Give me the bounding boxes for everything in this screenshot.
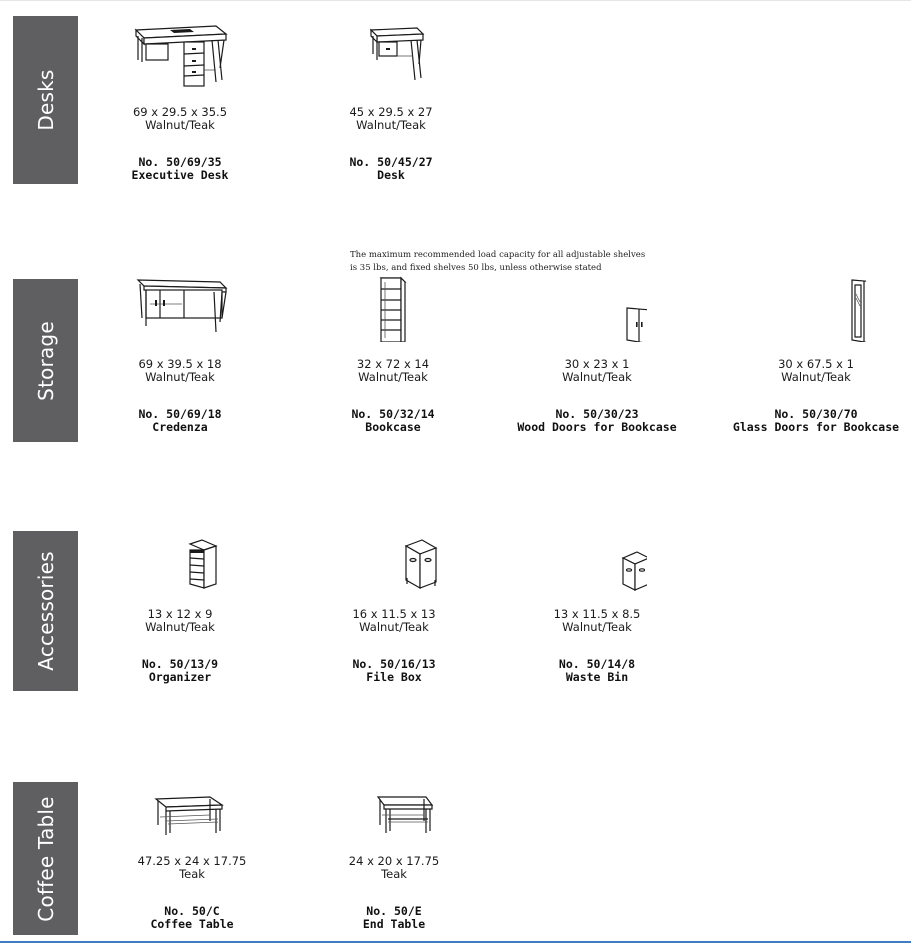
glass-doors-icon xyxy=(766,272,866,342)
executive-desk-dimensions: 69 x 29.5 x 35.5 xyxy=(132,105,228,119)
coffee-table-name: Coffee Table xyxy=(150,917,234,931)
coffee-table-finish: Teak xyxy=(179,867,205,881)
bookcase-finish: Walnut/Teak xyxy=(358,370,428,384)
waste-bin-icon xyxy=(547,522,647,592)
credenza-dimensions: 69 x 39.5 x 18 xyxy=(138,357,222,371)
desk-finish: Walnut/Teak xyxy=(356,118,426,132)
organizer-code: No. 50/13/9 xyxy=(141,657,219,671)
wood-doors-code: No. 50/30/23 xyxy=(555,407,639,421)
wood-doors-dimensions: 30 x 23 x 1 xyxy=(564,357,630,371)
storage-note-line-2: is 35 lbs, and fixed shelves 50 lbs, unless otherwise stated xyxy=(350,263,602,273)
file-box-icon xyxy=(344,522,444,592)
product-wood-doors xyxy=(497,272,697,434)
section-bar-accessories xyxy=(13,531,78,691)
wood-doors-icon xyxy=(547,272,647,342)
wood-doors-name: Wood Doors for Bookcase xyxy=(517,420,677,434)
product-coffee-table xyxy=(92,769,292,931)
coffee-table-code: No. 50/C xyxy=(164,904,220,918)
credenza-finish: Walnut/Teak xyxy=(145,370,215,384)
bookcase-dimensions: 32 x 72 x 14 xyxy=(356,357,430,371)
executive-desk-icon xyxy=(130,20,230,90)
organizer-icon xyxy=(130,522,230,592)
top-rule xyxy=(0,0,911,1)
executive-desk-finish: Walnut/Teak xyxy=(145,118,215,132)
credenza-name: Credenza xyxy=(152,420,208,434)
section-bar-desks xyxy=(13,16,78,184)
glass-doors-dimensions: 30 x 67.5 x 1 xyxy=(778,357,854,371)
waste-bin-finish: Walnut/Teak xyxy=(562,620,632,634)
bookcase-icon xyxy=(343,272,443,342)
bottom-rule xyxy=(0,941,911,943)
product-bookcase xyxy=(293,272,493,434)
bookcase-name: Bookcase xyxy=(365,420,421,434)
credenza-code: No. 50/69/18 xyxy=(138,407,222,421)
product-organizer xyxy=(80,522,280,684)
bookcase-code: No. 50/32/14 xyxy=(351,407,435,421)
wood-doors-finish: Walnut/Teak xyxy=(562,370,632,384)
organizer-finish: Walnut/Teak xyxy=(145,620,215,634)
file-box-code: No. 50/16/13 xyxy=(352,657,436,671)
coffee-table-icon xyxy=(142,769,242,839)
waste-bin-name: Waste Bin xyxy=(565,670,629,684)
credenza-icon xyxy=(130,272,230,342)
organizer-name: Organizer xyxy=(148,670,212,684)
file-box-dimensions: 16 x 11.5 x 13 xyxy=(352,607,436,621)
waste-bin-dimensions: 13 x 11.5 x 8.5 xyxy=(553,607,641,621)
product-credenza xyxy=(80,272,280,434)
section-title-accessories: Accessories xyxy=(33,551,58,671)
executive-desk-code: No. 50/69/35 xyxy=(138,155,222,169)
section-bar-storage xyxy=(13,279,78,442)
executive-desk-name: Executive Desk xyxy=(131,168,229,182)
file-box-name: File Box xyxy=(366,670,422,684)
end-table-dimensions: 24 x 20 x 17.75 xyxy=(348,854,440,868)
section-title-storage: Storage xyxy=(33,320,58,401)
file-box-finish: Walnut/Teak xyxy=(359,620,429,634)
product-end-table xyxy=(294,769,494,931)
section-bar-coffee-table xyxy=(13,782,78,935)
end-table-finish: Teak xyxy=(381,867,407,881)
end-table-icon xyxy=(344,769,444,839)
glass-doors-name: Glass Doors for Bookcase xyxy=(732,420,900,434)
desk-name: Desk xyxy=(377,168,405,182)
glass-doors-finish: Walnut/Teak xyxy=(781,370,851,384)
desk-code: No. 50/45/27 xyxy=(349,155,433,169)
end-table-name: End Table xyxy=(362,917,426,931)
product-waste-bin xyxy=(497,522,697,684)
product-executive-desk xyxy=(80,20,280,182)
waste-bin-code: No. 50/14/8 xyxy=(558,657,636,671)
section-title-desks: Desks xyxy=(33,69,58,131)
product-desk xyxy=(291,20,491,182)
coffee-table-dimensions: 47.25 x 24 x 17.75 xyxy=(137,854,247,868)
desk-icon xyxy=(341,20,441,90)
end-table-code: No. 50/E xyxy=(366,904,422,918)
product-file-box xyxy=(294,522,494,684)
glass-doors-code: No. 50/30/70 xyxy=(774,407,858,421)
storage-note-line-1: The maximum recommended load capacity for all adjustable shelves xyxy=(350,250,646,260)
product-glass-doors xyxy=(716,272,911,434)
desk-dimensions: 45 x 29.5 x 27 xyxy=(349,105,433,119)
section-title-coffee-table: Coffee Table xyxy=(33,795,58,922)
organizer-dimensions: 13 x 12 x 9 xyxy=(147,607,213,621)
